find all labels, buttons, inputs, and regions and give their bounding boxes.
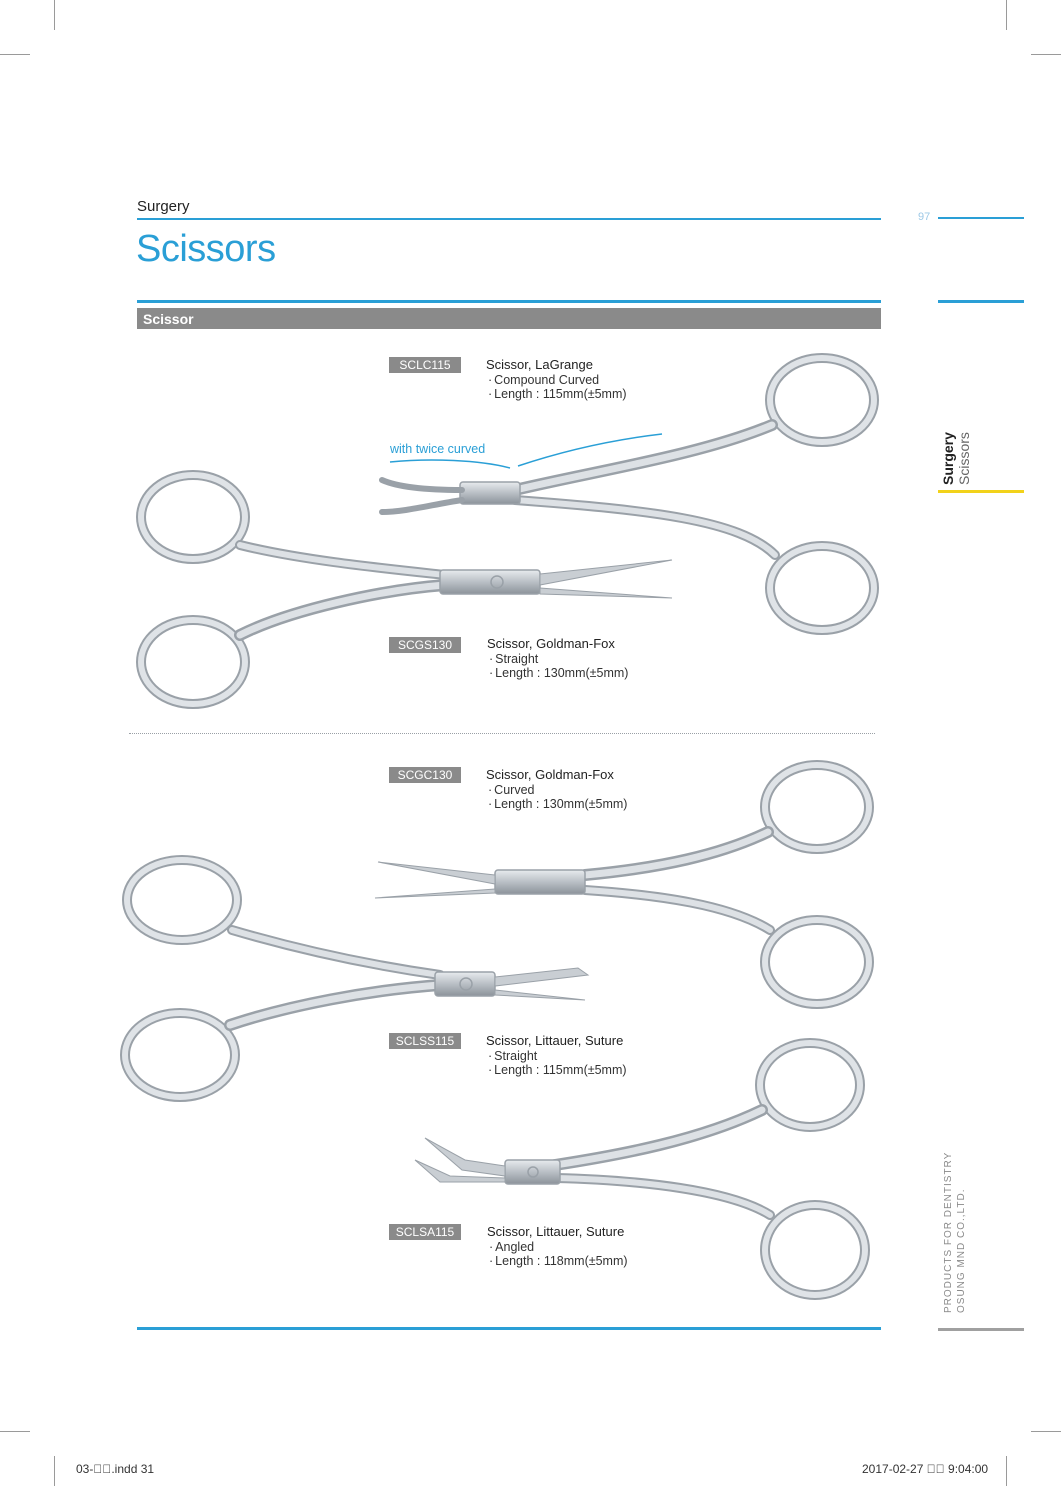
product-feature: · Curved — [486, 783, 627, 797]
footer-datetime: 2017-02-27    9:04:00 — [862, 1462, 989, 1476]
side-tab-secondary: Scissors — [956, 432, 972, 485]
product-code-sclsa115: SCLSA115 — [389, 1224, 461, 1240]
company-line-1: PRODUCTS FOR DENTISTRY — [943, 1151, 954, 1313]
section-divider — [129, 733, 875, 734]
product-feature: · Length : 115mm(±5mm) — [486, 1063, 627, 1077]
product-feature: · Straight — [486, 1049, 627, 1063]
footer-file-info: 03-  .indd 31 — [76, 1462, 155, 1476]
product-feature: · Length : 118mm(±5mm) — [487, 1254, 628, 1268]
category-label: Scissor — [143, 311, 194, 327]
product-feature: · Length : 130mm(±5mm) — [486, 797, 627, 811]
bottom-rule — [137, 1327, 881, 1330]
product-feature: · Straight — [487, 652, 628, 666]
section-label: Surgery — [137, 198, 190, 215]
product-code-scgs130: SCGS130 — [389, 637, 461, 653]
product-info-sclsa115 — [487, 1225, 628, 1268]
product-name: Scissor, Goldman-Fox — [487, 636, 615, 651]
side-tab-primary: Surgery — [940, 432, 956, 485]
product-feature: · Length : 115mm(±5mm) — [486, 387, 627, 401]
product-code-sclss115: SCLSS115 — [389, 1033, 461, 1049]
product-feature: · Angled — [487, 1240, 628, 1254]
product-name: Scissor, Goldman-Fox — [486, 767, 614, 782]
scissor-image-sclsa115 — [415, 1043, 865, 1295]
product-feature: · Length : 130mm(±5mm) — [487, 666, 628, 680]
product-code-sclc115: SCLC115 — [389, 357, 461, 373]
product-code-scgc130: SCGC130 — [389, 767, 461, 783]
page-number: 97 — [918, 211, 931, 223]
product-name: Scissor, LaGrange — [486, 357, 593, 372]
product-name: Scissor, Littauer, Suture — [487, 1224, 625, 1239]
product-info-scgc130 — [486, 768, 627, 811]
product-info-scgs130 — [487, 637, 628, 680]
product-feature: · Compound Curved — [486, 373, 627, 387]
annotation-twice-curved: with twice curved — [390, 442, 486, 456]
product-name: Scissor, Littauer, Suture — [486, 1033, 624, 1048]
product-info-sclss115 — [486, 1034, 627, 1077]
company-line-2: OSUNG MND CO.,LTD. — [956, 1188, 967, 1313]
page-title: Scissors — [136, 228, 276, 270]
product-info-sclc115 — [486, 358, 627, 401]
